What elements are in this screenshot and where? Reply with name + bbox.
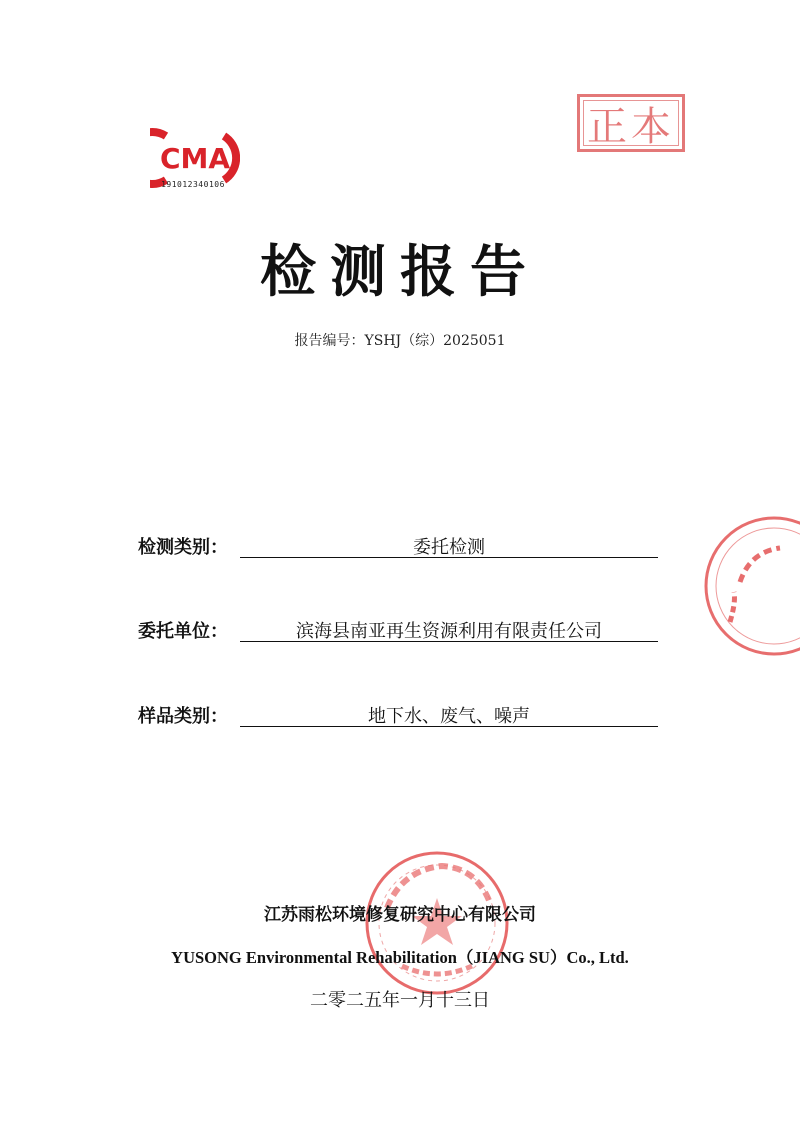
field-sample-type — [138, 702, 658, 732]
edge-seal-stamp — [700, 512, 800, 660]
field-label: 委托单位： — [138, 621, 228, 642]
field-value: 滨海县南亚再生资源利用有限责任公司 — [296, 621, 602, 642]
original-copy-stamp: 正本 — [577, 94, 685, 152]
cma-logo-mark: CMA — [159, 142, 231, 175]
field-value: 委托检测 — [413, 537, 485, 558]
field-value: 地下水、废气、噪声 — [368, 706, 530, 727]
organization-name-en: YUSONG Environmental Rehabilitation（JIANG SU）Co., Ltd. — [171, 948, 629, 967]
field-label: 检测类别： — [138, 537, 228, 558]
report-number-value: YSHJ（综）2025051 — [364, 333, 506, 349]
report-date: 二零二五年一月十三日 — [310, 990, 490, 1011]
organization-name-cn: 江苏雨松环境修复研究中心有限公司 — [264, 905, 536, 925]
field-client — [138, 617, 658, 647]
field-test-type — [138, 533, 658, 563]
cma-registration-number: 191012340106 — [161, 180, 225, 189]
field-label: 样品类别： — [138, 706, 228, 727]
report-number-label: 报告编号： — [294, 333, 365, 349]
page-title: 检测报告 — [260, 240, 540, 305]
report-number — [0, 330, 800, 350]
